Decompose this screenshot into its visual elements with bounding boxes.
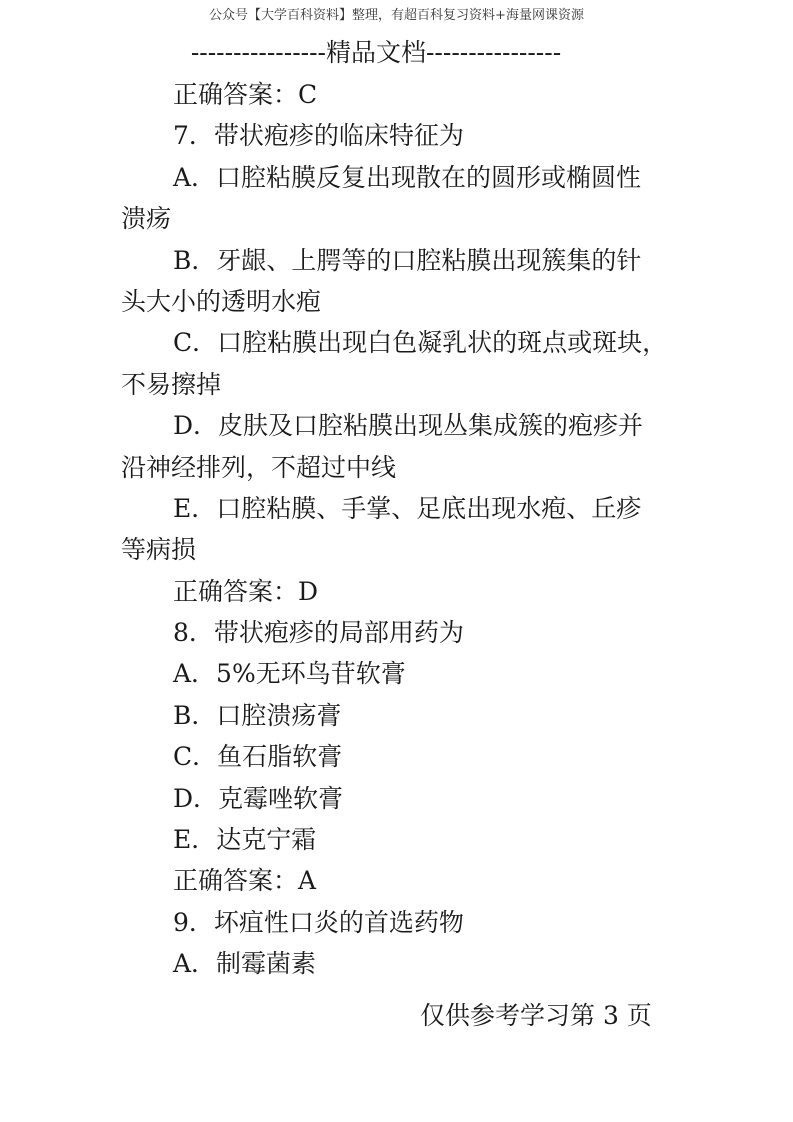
text-line: E．口腔粘膜、手掌、足底出现水疱、丘疹 — [173, 493, 642, 523]
text-line: 9．坏疽性口炎的首选药物 — [173, 907, 464, 937]
text-line: 8．带状疱疹的局部用药为 — [173, 618, 464, 648]
text-line: 等病损 — [121, 535, 197, 565]
text-line: 头大小的透明水疱 — [121, 286, 322, 316]
text-line: B．口腔溃疡膏 — [173, 700, 342, 730]
text-line: C．口腔粘膜出现白色凝乳状的斑点或斑块， — [173, 328, 668, 358]
watermark-text: 公众号【大学百科资料】整理，有超百科复习资料+海量网课资源 — [209, 8, 584, 23]
text-line: A．制霉菌素 — [173, 949, 317, 979]
text-line: E．达克宁霜 — [173, 825, 317, 855]
text-line: 不易擦掉 — [121, 369, 222, 399]
text-line: C．鱼石脂软膏 — [173, 742, 343, 772]
text-line: 沿神经排列，不超过中线 — [121, 452, 397, 482]
text-line: 正确答案：A — [173, 866, 317, 896]
document-body — [121, 74, 673, 985]
text-line: D．克霉唑软膏 — [173, 783, 344, 813]
page-header: ----------------精品文档---------------- — [190, 38, 562, 67]
text-line: B．牙龈、上腭等的口腔粘膜出现簇集的针 — [173, 245, 642, 275]
text-line: 7．带状疱疹的临床特征为 — [173, 121, 464, 151]
text-line: 正确答案：D — [173, 576, 319, 606]
text-line: A．5%无环鸟苷软膏 — [173, 659, 406, 689]
text-line: D．皮肤及口腔粘膜出现丛集成簇的疱疹并 — [173, 411, 644, 441]
page-footer: 仅供参考学习第 3 页 — [420, 1001, 652, 1030]
text-line: 溃疡 — [121, 204, 172, 234]
text-line: A．口腔粘膜反复出现散在的圆形或椭圆性 — [173, 162, 642, 192]
text-line: 正确答案：C — [173, 80, 318, 109]
